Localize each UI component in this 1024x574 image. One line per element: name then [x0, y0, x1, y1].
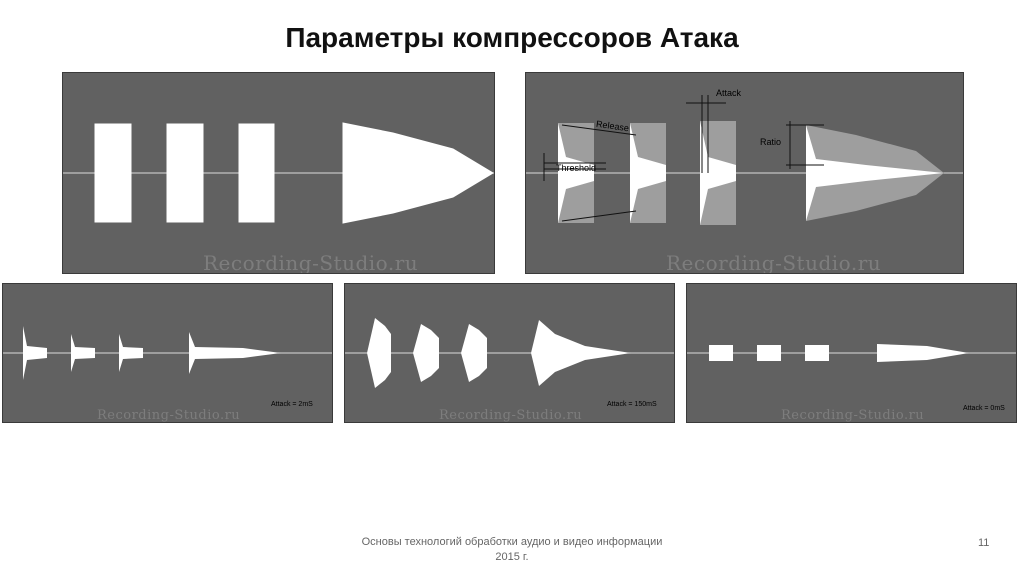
watermark: Recording-Studio.ru	[203, 251, 419, 274]
burst-1	[95, 124, 131, 222]
watermark: Recording-Studio.ru	[97, 408, 241, 423]
waveform-panel-original	[62, 72, 495, 274]
waveform-panel-attack-0ms	[686, 283, 1017, 423]
waveform-0ms-svg	[687, 284, 1016, 422]
burst-3	[239, 124, 274, 222]
footer-line-2: 2015 г.	[495, 551, 529, 563]
burst-decay	[343, 123, 493, 223]
attack-note-2ms: Attack = 2mS	[271, 401, 313, 408]
label-ratio: Ratio	[760, 137, 782, 147]
page-number: 11	[978, 537, 990, 549]
waveform-original-svg	[63, 73, 494, 273]
label-release: Release	[595, 118, 630, 134]
slide-footer	[300, 535, 724, 565]
waveform-panel-annotated	[525, 72, 964, 274]
waveform-panel-attack-150ms	[344, 283, 675, 423]
attack-note-0ms: Attack = 0mS	[963, 405, 1005, 412]
waveform-panel-attack-2ms	[2, 283, 333, 423]
label-threshold: Threshold	[556, 163, 597, 173]
label-attack: Attack	[716, 88, 742, 98]
attack-note-150ms: Attack = 150mS	[607, 401, 657, 408]
watermark: Recording-Studio.ru	[666, 251, 882, 274]
watermark: Recording-Studio.ru	[781, 408, 925, 423]
waveform-annotated-svg	[526, 73, 963, 273]
watermark: Recording-Studio.ru	[439, 408, 583, 423]
burst-2	[167, 124, 203, 222]
footer-line-1: Основы технологий обработки аудио и видео информации	[361, 536, 663, 548]
slide-title: Параметры компрессоров Атака	[285, 22, 739, 53]
